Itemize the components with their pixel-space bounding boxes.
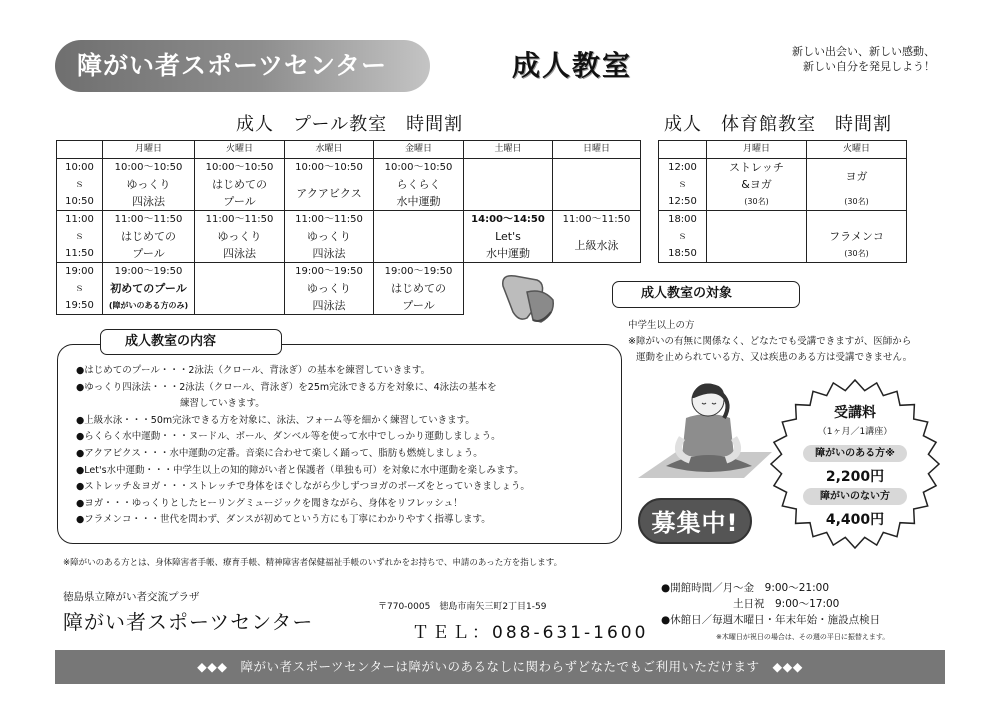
class-name: ゆっくり xyxy=(285,280,374,297)
class-name: はじめての xyxy=(103,228,195,245)
fee-without-disability-price: 4,400円 xyxy=(825,512,885,528)
yoga-person-illustration xyxy=(632,378,777,488)
class-time: 19:00〜19:50 xyxy=(103,263,195,281)
gym-day-mon: 月曜日 xyxy=(707,141,807,159)
class-time: 10:00〜10:50 xyxy=(103,159,195,177)
list-item: ●フラメンコ・・・世代を問わず、ダンスが初めてという方にも丁寧にわかりやすく指導します。 xyxy=(76,514,491,526)
class-name: 水中運動 xyxy=(374,193,464,211)
slot-time: 11:50 xyxy=(57,245,103,263)
class-name: はじめての xyxy=(374,280,464,297)
list-item: ●Let's水中運動・・・中学生以上の知的障がい者と保護者（単独も可）を対象に水中運動を楽しみます。 xyxy=(76,464,524,476)
class-name: プール xyxy=(103,245,195,263)
list-item: ●上級水泳・・・50m完泳できる方を対象に、泳法、フォーム等を細かく練習していきます。 xyxy=(76,414,475,426)
pool-day-mon: 月曜日 xyxy=(103,141,195,159)
opening-hours xyxy=(661,580,880,628)
class-name: 四泳法 xyxy=(103,193,195,211)
list-item: ●ゆっくり四泳法・・・2泳法（クロール、背泳ぎ）を25m完泳できる方を対象に、4泳法の基本を xyxy=(76,381,497,393)
class-capacity: (30名) xyxy=(807,193,907,211)
fee-without-disability-label: 障がいのない方 xyxy=(803,488,907,505)
pool-schedule-title: 成人 プール教室 時間割 xyxy=(236,114,464,135)
class-name: ゆっくり xyxy=(103,176,195,193)
class-capacity: (30名) xyxy=(707,193,807,211)
list-item: ●ストレッチ＆ヨガ・・・ストレッチで身体をほぐしながら少しずつヨガのポーズをとっていきましょう。 xyxy=(76,481,530,493)
slot-time: ｓ xyxy=(659,228,707,245)
class-time: 10:00〜10:50 xyxy=(285,159,374,177)
slot-time: 12:00 xyxy=(659,159,707,177)
list-item: ●はじめてのプール・・・2泳法（クロール、背泳ぎ）の基本を練習していきます。 xyxy=(76,365,431,376)
main-title: 成人教室 xyxy=(512,49,633,82)
fee-title: 受講料 xyxy=(834,405,876,421)
fee-panel xyxy=(770,378,940,550)
class-name: ヨガ xyxy=(807,159,907,194)
content-list xyxy=(76,363,616,529)
pool-day-fri: 金曜日 xyxy=(374,141,464,159)
class-name: らくらく xyxy=(374,176,464,193)
fee-with-disability-label: 障がいのある方※ xyxy=(803,445,907,462)
class-name: はじめての xyxy=(195,176,285,193)
class-name: フラメンコ xyxy=(807,228,907,245)
class-name: 上級水泳 xyxy=(553,228,641,263)
slot-time: 18:00 xyxy=(659,211,707,229)
class-time: 10:00〜10:50 xyxy=(195,159,285,177)
slot-time: ｓ xyxy=(57,228,103,245)
center-name-banner: 障がい者スポーツセンター xyxy=(55,40,430,92)
slot-time: ｓ xyxy=(57,280,103,297)
tagline xyxy=(755,44,935,74)
closed-days: ●休館日／毎週木曜日・年末年始・施設点検日 xyxy=(661,614,881,626)
class-time: 11:00〜11:50 xyxy=(553,211,641,229)
fee-with-disability-price: 2,200円 xyxy=(825,469,885,485)
class-time: 11:00〜11:50 xyxy=(103,211,195,229)
class-time: 14:00〜14:50 xyxy=(464,211,553,229)
class-name: プール xyxy=(374,297,464,315)
class-name: Let's xyxy=(464,228,553,245)
target-description xyxy=(628,318,958,366)
gym-schedule-title: 成人 体育館教室 時間割 xyxy=(664,114,892,135)
slot-time: 10:00 xyxy=(57,159,103,177)
class-name: 初めてのプール xyxy=(103,280,195,297)
content-label: 成人教室の内容 xyxy=(100,329,282,355)
fee-subtitle: （1ヶ月／1講座） xyxy=(817,427,893,437)
class-name: &ヨガ xyxy=(707,176,807,193)
class-capacity: (30名) xyxy=(807,245,907,263)
pool-day-wed: 水曜日 xyxy=(285,141,374,159)
class-time: 11:00〜11:50 xyxy=(195,211,285,229)
hours-weekday: ●開館時間／月〜金 9:00〜21:00 xyxy=(661,582,829,594)
class-time: 10:00〜10:50 xyxy=(374,159,464,177)
class-name: プール xyxy=(195,193,285,211)
class-time: 19:00〜19:50 xyxy=(285,263,374,281)
tagline-line-1: 新しい出会い、新しい感動、 xyxy=(792,45,935,58)
class-name: 四泳法 xyxy=(285,297,374,315)
class-name: ゆっくり xyxy=(285,228,374,245)
slot-time: ｓ xyxy=(57,176,103,193)
target-line: ※障がいの有無に関係なく、どなたでも受講できますが、医師から xyxy=(628,336,912,347)
slot-time: 19:50 xyxy=(57,297,103,315)
org-parent-name: 徳島県立障がい者交流プラザ xyxy=(63,591,200,603)
address: 〒770-0005 徳島市南矢三町2丁目1-59 xyxy=(378,602,547,612)
class-name: アクアビクス xyxy=(285,176,374,211)
pool-day-sat: 土曜日 xyxy=(464,141,553,159)
recruiting-text: 募集中! xyxy=(651,509,739,537)
target-line: 中学生以上の方 xyxy=(628,320,695,331)
hours-weekend: 土日祝 9:00〜17:00 xyxy=(733,598,840,610)
kickboard-illustration xyxy=(493,272,563,328)
footer-banner: ◆◆◆ 障がい者スポーツセンターは障がいのあるなしに関わらずどなたでもご利用いただけます ◆◆◆ xyxy=(55,650,945,684)
class-name: 四泳法 xyxy=(285,245,374,263)
pool-day-tue: 火曜日 xyxy=(195,141,285,159)
list-item: 練習していきます。 xyxy=(180,398,265,410)
gym-day-tue: 火曜日 xyxy=(807,141,907,159)
slot-time: ｓ xyxy=(659,176,707,193)
class-name: ゆっくり xyxy=(195,228,285,245)
disability-note: ※障がいのある方とは、身体障害者手帳、療育手帳、精神障害者保健福祉手帳のいずれかをお持ちで、申請のあった方を指します。 xyxy=(63,558,563,568)
holiday-note: ※木曜日が祝日の場合は、その週の平日に振替えます。 xyxy=(716,633,890,641)
tagline-line-2: 新しい自分を発見しよう！ xyxy=(803,60,935,73)
class-time: 11:00〜11:50 xyxy=(285,211,374,229)
list-item: ●らくらく水中運動・・・ヌードル、ボール、ダンベル等を使って水中でしっかり運動しましょう。 xyxy=(76,431,501,443)
target-line: 運動を止められている方、又は疾患のある方は受講できません。 xyxy=(636,352,913,363)
class-time: 19:00〜19:50 xyxy=(374,263,464,281)
slot-time: 10:50 xyxy=(57,193,103,211)
class-name: 四泳法 xyxy=(195,245,285,263)
list-item: ●ヨガ・・・ゆっくりとしたヒーリングミュージックを聞きながら、身体をリフレッシュ！ xyxy=(76,497,463,509)
target-label: 成人教室の対象 xyxy=(612,281,800,308)
slot-time: 19:00 xyxy=(57,263,103,281)
recruiting-badge xyxy=(636,495,754,547)
class-note: (障がいのある方のみ) xyxy=(103,297,195,315)
slot-time: 11:00 xyxy=(57,211,103,229)
slot-time: 18:50 xyxy=(659,245,707,263)
phone-number: ＴＥＬ：088-631-1600 xyxy=(412,623,649,643)
pool-day-sun: 日曜日 xyxy=(553,141,641,159)
gym-timetable xyxy=(658,140,907,263)
class-name: ストレッチ xyxy=(707,159,807,177)
class-name: 水中運動 xyxy=(464,245,553,263)
list-item: ●アクアビクス・・・水中運動の定番。音楽に合わせて楽しく踊って、脂肪も燃焼しましょう。 xyxy=(76,447,483,459)
slot-time: 12:50 xyxy=(659,193,707,211)
org-name: 障がい者スポーツセンター xyxy=(63,610,314,634)
